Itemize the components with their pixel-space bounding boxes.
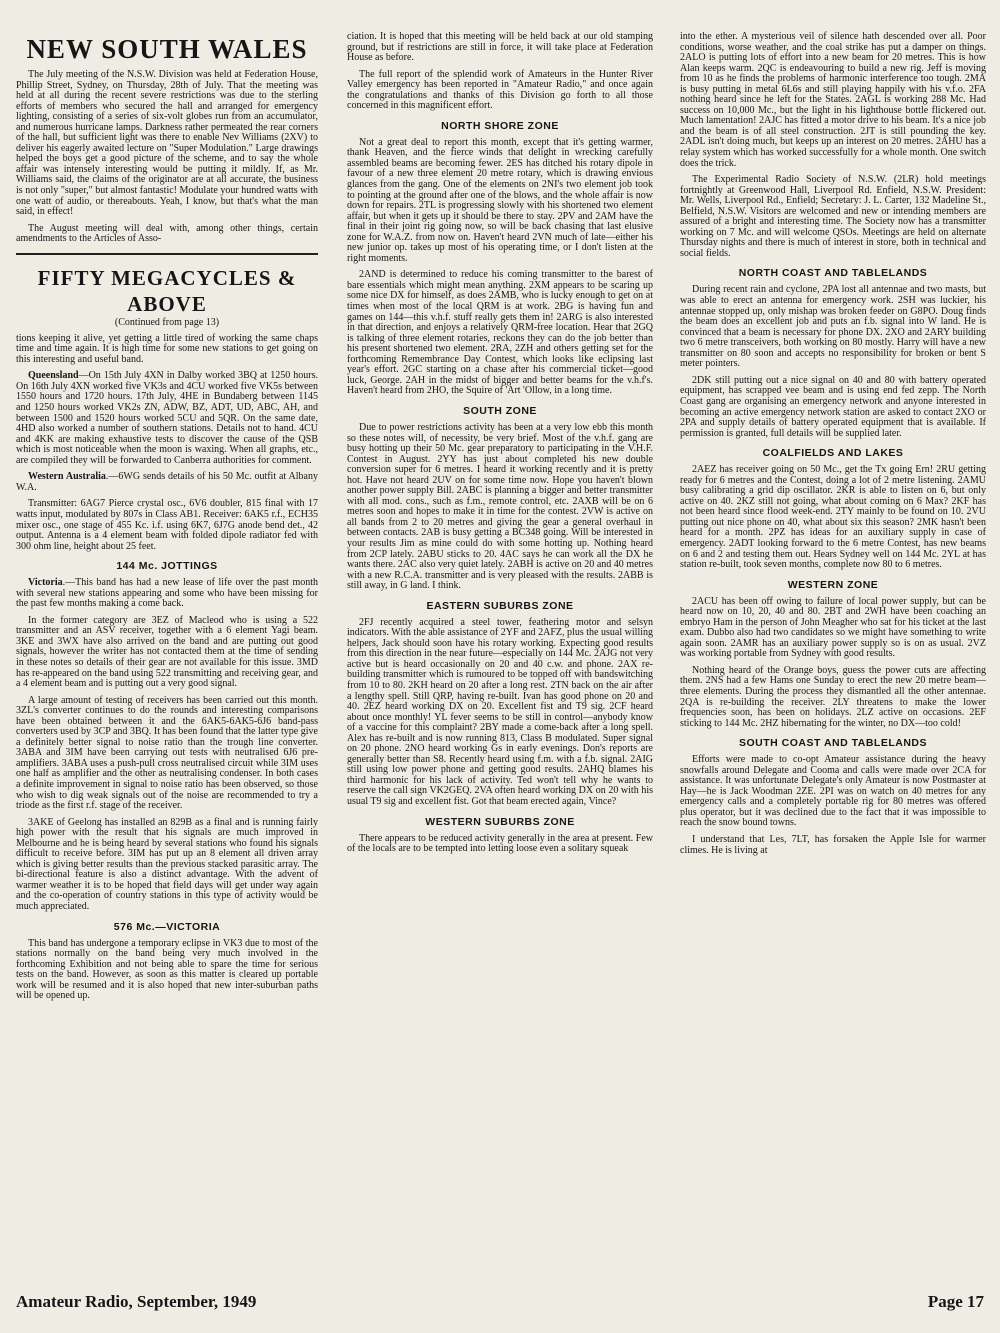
nsw-continued-paragraph: ciation. It is hoped that this meeting will be held back at our old stamping ground, but if restrictions are still in force, it will take place at Federation House as before. [347,31,653,64]
wa-gear-paragraph: Transmitter: 6AG7 Pierce crystal osc., 6V6 doubler, 815 final with 17 watts input, modulated by 807s in Class AB1. Receiver: 6AK5 r.f., ECH35 mixer osc., one stage of 455 Kc. i.f. using 6K7, 6J7G anode bend det., 42 output. Antenna is a 4 element beam with folded dipole radiator fed with 300 ohm line, height about 25 feet. [16,498,318,552]
north-shore-paragraph: Not a great deal to report this month, except that it's getting warmer, thank Heaven, and the fierce winds that delight in wrecking carefully assembled beams are becoming fewer. 2ES has ditched his rotary dipole in favour of a new three element 20 metre rotary, which is drawing envious glances from the gang. One of the elements on 2NI's two element job took to pointing at the ground after one of the blows, and the whole affair is now down for repairs. 2TL is progressing slowly with his shortened two element affair, but when it gets up it should be there to stay. 2PV and 2AM have the final in their joint rig going now, so will be back chasing that last elusive zone for W.A.Z. from now on. Haven't heard 2VN much of late—either his new junior op. takes up most of his operating time, or I don't listen at the right moments. [347,136,653,264]
victoria-paragraph: 3AKE of Geelong has installed an 829B as a final and is running fairly high power with the result that his signals are much improved in Melbourne and he is being heard by several stations who found his signals difficult to receive before. 3IM has put up an 8 element all driven array which is giving better results than the previous stacked parasitic array. The bi-directional feature is also a distinct advantage. With the advent of warmer weather it is to be hoped that field days will get under way again and the co-operation of country stations in this type of activity would be much appreciated. [16,816,318,912]
western-suburbs-paragraph: There appears to be reduced activity generally in the area at present. Few of the locals are to be tempted into letting loose even a solitary squeak [347,832,653,855]
section-divider [16,253,318,255]
western-zone-paragraph: Nothing heard of the Orange boys, guess the power cuts are affecting them. 2NS had a few Hams one Sunday to erect the new 20 metre beam—three elements. During the process they dismantled all the other antennae. 2QA is re-building the receiver. 2LY threatens to make the lower frequencies soon, has been on holidays. 2LZ active on occasions. 2EF sticking to 144 Mc. 2HZ hibernating for the winter, no DX—too cold! [680,664,986,729]
mc576-heading: 576 Mc.—VICTORIA [113,920,221,933]
hunter-valley-paragraph: The full report of the splendid work of Amateurs in the Hunter River Valley emergency has been reported in "Amateur Radio," and once again the congratulations and thanks of this Division go forth to all those concerned in this magnificent effort. [347,68,653,112]
south-zone-paragraph: Due to power restrictions activity has been at a very low ebb this month so these notes will, of necessity, be very brief. Most of the v.h.f. gang are busy hotting up their 50 Mc. gear preparatory to participating in the V.H.F. Contest in August. 2YY has just about completed his new double conversion super for 6 metres. I heard it working recently and it is pretty hot. Have not heard 2UV on for some time now. Hope you haven't blown another power supply Bill. 2ABC is planning a bigger and better transmitter with all mod. cons., such as f.m., remote control, etc. 2AXB will be on 6 metres soon and hopes to make it in time for the contest. 2VW is active on all bands from 2 to 20 metres and giving the gear a general overhaul in between contacts. 2AB is busy getting a BC348 going. Will be interested in your results Jim as mine could do with some hotting up. Nothing heard from 2CP lately. 2ABU sticks to 20. 4AC says he can work all the DX he wants there. 2AC also very quiet lately. 2ABH is active on 20 and 40 metres with a new R.C.A. transmitter and is very pleased with the results. 2ABB is still away, in G land. I think. [347,421,653,592]
nsw-heading: NEW SOUTH WALES [26,34,308,64]
western-zone-heading: WESTERN ZONE [787,578,879,591]
victoria-lead: Victoria [28,577,63,589]
queensland-text: —On 15th July 4XN in Dalby worked 3BQ at 1250 hours. On 16th July 4XN worked five VK3s and 4CU worked five VK5s between 1550 hours and 1720 hours. 17th July, 4HE in Bundaberg between 1145 and 1250 hours worked VK2s ZN, ADW, BZ, ADT, UD, ABC, AH, and between 1500 and 1520 hours worked 5CU and 5QR. On the same date, 4HD also worked a number of southern stations. Details not to hand. 4CU and 4KK are making exhaustive tests to discover the cause of the QSB which is most noticeable when the moon is waxing. When all graphs, etc., are compiled they will be forwarded to Canberra authorities for comment. [16,370,318,466]
north-coast-paragraph: 2DK still putting out a nice signal on 40 and 80 with battery operated equipment, has scrapped vee beam and is using end fed zepp. The North Coast gang are organising an emergency network and anyone interested in becoming an active emergency network station are asked to contact 2XO or 2PA and supply details of battery operated equipment that is available. If permission is granted, full details will be supplied later. [680,374,986,439]
page-number: Page 17 [927,1292,984,1311]
coalfields-heading: COALFIELDS AND LAKES [762,447,904,460]
north-coast-heading: NORTH COAST AND TABLELANDS [738,267,928,280]
page-footer [16,1292,984,1318]
queensland-paragraph [16,371,318,466]
column-3 [680,32,986,862]
wa-lead: Western Australia [28,471,106,483]
north-shore-paragraph: 2AND is determined to reduce his coming transmitter to the barest of bare essentials which might mean anything. 2XM appears to be scaring up some nice DX for himself, as does 2AMB, who is lucky enough to get on at times when most of the local QRM is at work. 2BG is having fun and games on 144—this v.h.f. stuff really gets them in! 2ARG is also interested in that direction, and enjoys a relatively QRM-free location. Hear that 2GQ is talking of three element rotaries, reckons they can do the job better than his present shortened two element. 2RA, 2ZH and others getting set for the forthcoming Remembrance Day Contest, which looks like eclipsing last year's effort. 2GC starting on a chase after his commercial ticket—good luck, George. 2AH in the midst of bigger and better beams for the v.h.f's. Haven't heard from 2HO, the Squire of 'Art 'Ollow, in a long time. [347,269,653,397]
experimental-society-paragraph: The Experimental Radio Society of N.S.W. (2LR) hold meetings fortnightly at Greenwood Hall, Liverpool Rd. Enfield, N.S.W. President: Mr. Wells, Liverpool Rd., Enfield; Secretary: J. L. Carter, 132 Madeline St., Belfield, N.S.W. Visitors are welcomed and new or intending members are assured of a bright and interesting time. The Society now has a transmitter working on 7 Mc. and will welcome QSOs. Meetings are held on alternate Thursday nights and there is much of interest in store, both in technical and social fields. [680,174,986,259]
queensland-lead: Queensland [28,370,79,382]
mc576-paragraph: This band has undergone a temporary eclipse in VK3 due to most of the stations normally on the band being very much involved in the forthcoming Exhibition and not being able to spare the time for serious tests on the band. However, as soon as this matter is cleared up portable work will be resumed and it is also hoped that new inter-suburban paths will be opened up. [16,937,318,1002]
magazine-issue: Amateur Radio, September, 1949 [16,1292,257,1311]
eastern-suburbs-paragraph: 2FJ recently acquired a steel tower, feathering motor and selsyn indicators. With the able assistance of 2YF and 2AFZ, plus the usual willing helpers, Jack should soon have his rotary working. Expecting good results from this direction in the near future—especially on 144 Mc. 2AJG not very active but is heard occasionally on 20 and 40 c.w. and phone. 2AX re-building transmitter which is rumoured to be topped off with bandswitching from 10 to 80. 2KH heard on 20 after a long rest. 2TN back on the air after a lengthy spell. Still QRP, having re-built. Ivan has good phone on 20 and 40. 2EZ heard working DX on 20. Excellent fist and T9 sig. 2CF heard about once monthly! YL fever seems to be still in control—anybody know of a vaccine for this complaint? 2BY made a come-back after a long spell. Alex has re-built and is now running 813, Class B modulated. Super signal on 20 phone. 2NO heard working Gs in early evenings. Don's reports are generally better than S8. Recently heard using f.m. with a f.b. signal. 2AIG still using low power phone and getting good results. 2AHQ blames his third harmonic for his lack of activity. Ted won't tell why he wants to reserve the call sign VK2GEQ. 2VA often heard working DX on 20 with his usual T9 sig and excellent fist. Got that beam erected again, Vince? [347,616,653,807]
victoria-paragraph [16,578,318,610]
western-suburbs-continued-paragraph: into the ether. A mysterious veil of silence hath descended over all. Poor conditions, worse weather, and the coal strike has put a damper on things. 2ALO is putting lots of effort into a new beam for 20 metres. This is how Alan keeps warm. 2QC is endeavouring to build a new rig. Jeff is moving from 10 as he finds the problems of harmonic interference too tough. 2MA is busy putting in metal 6L6s and still playing happily with his v.f.o. 2FA nothing heard since he left for the States. 2AGL is working 288 Mc. Had success on 10,000 Mc., but the light in his lighthouse bottle flickered out. Much lamentation! 2AJC has fitted a motor drive to his beam. It's a nice job and the beam is of all steel construction. 2JT is still pounding the key. 2ADL isn't doing much, but keeps up an interest on 20 metres. 2AHU has a relay system which has worked successfully for a whole month. One switch does the trick. [680,31,986,169]
wa-text: .—6WG sends details of his 50 Mc. outfit at Albany W.A. [16,471,318,493]
victoria-text: .—This band has had a new lease of life over the past month with several new stations appearing and some who have been missing for the past few months making a come back. [16,577,318,610]
south-coast-paragraph: Efforts were made to co-opt Amateur assistance during the heavy snowfalls around Delegate and Cooma and calls were made over 2CA for assistance. It was unfortunate Delegate's only Amateur is now Postmaster at Hay—he is Jack Woodman 2ZE. 2PI was on watch on 40 metres for any emergency calls and a completely portable rig for 80 metres was offered plus operator, but it was declined due to the fact that it was impossible to reach the snow bound towns. [680,754,986,829]
south-coast-paragraph: I understand that Les, 7LT, has forsaken the Apple Isle for warmer climes. He is living at [680,834,986,856]
fifty-paragraph: tions keeping it alive, yet getting a little tired of working the same chaps time and time again. It is high time for some new stations to get going on this interesting and useful band. [16,332,318,365]
victoria-paragraph: A large amount of testing of receivers has been carried out this month. 3ZL's converter continues to do the rounds and interesting comparisons have been obtained between it and the 6AK5-6AK5-6J6 band-pass converters used by 3CP and 3BQ. It has been found that the latter type give a definitely better signal to noise ratio than the trough line converter. 3ABA and 3IM have been carrying out tests with neutralised 6J6 pre-amplifiers. 3ABA uses a push-pull cross neutralised circuit while 3IM uses one half as amplifier and the other as neutralising condenser. In both cases a definite improvement in signal to noise ratio has been observed, so those who wish to dig weak signals out of the noise are recommended to try a triode as the first r.f. stage of the receiver. [16,694,318,812]
north-coast-paragraph: During recent rain and cyclone, 2PA lost all antennae and two masts, but was able to erect an antenna for emergency work. 2SH was luckier, his antennae stopped up, only mishap was broken feeder on G8PO. Doug finds the beam does an excellent job and puts an f.b. signal into W land. He is convinced that a beam is necessary for phone DX. 2XO and 2ARY building two 6 metre transceivers, both working on 80 mostly. Harry will have a new transmitter on 80 soon and accepts no responsibility for broken or bent S meter pointers. [680,284,986,370]
victoria-paragraph: In the former category are 3EZ of Macleod who is using a 522 transmitter and an ASV receiver, together with a 6 element Yagi beam. 3KE and 3WX have also arrived on the band and are putting out good signals, however the writer has not contacted them at the time of sending in these notes so details of their gear are not available for this issue. 3MD has re-appeared on the band using 522 transmitting and receiving gear, and a 4 element beam and is putting out a very good signal. [16,614,318,690]
south-zone-heading: SOUTH ZONE [463,404,537,417]
eastern-suburbs-heading: EASTERN SUBURBS ZONE [426,599,574,612]
nsw-paragraph: The August meeting will deal with, among other things, certain amendments to the Articles of Asso- [16,222,318,245]
fifty-mc-heading: FIFTY MEGACYCLES & ABOVE [37,265,297,316]
column-1 [16,32,318,1008]
south-coast-heading: SOUTH COAST AND TABLELANDS [739,737,927,750]
column-2 [347,32,653,861]
nsw-paragraph: The July meeting of the N.S.W. Division was held at Federation House, Phillip Street, Sydney, on Thursday, 28th of July. That the meeting was held at all during the recent severe restrictions was due to the sterling efforts of members who secured the hall and arranged for emergency lighting, consisting of a series of six-volt globes run from an accumulator, and numerous hurricane lamps. Darkness rather permeated the rear corners of the hall, but sufficient light was there to enable Nev Williams (2XV) to deliver his eagerly awaited lecture on "Super Modulation." Large drawings helped the boys get a good picture of the scheme, and to say the whole affair was intensely interesting would be putting it mildly. If, as Mr. Williams said, the claims of the originator are at all accurate, the business is not only "super," but almost fantastic! Modulate your hundred watts with one watt of audio, or thereabouts. Yeah, I know, but that's what the man said, in effect! [16,69,318,218]
north-shore-heading: NORTH SHORE ZONE [441,119,559,132]
jottings-heading: 144 Mc. JOTTINGS [116,560,218,573]
western-suburbs-heading: WESTERN SUBURBS ZONE [425,815,575,828]
continued-note: (Continued from page 13) [114,316,220,328]
western-zone-paragraph: 2ACU has been off owing to failure of local power supply, but can be heard now on 10, 20, 40 and 80. 2BT and 2WH have been coaching an embryo Ham in the person of John Meagher who sat for his ticket at the last exam. Dubbo also had two candidates so we might have something to write again soon. 2AMR has an auxiliary power supply so is on as usual. 2VZ was working portable from Sydney with good results. [680,595,986,660]
coalfields-paragraph: 2AEZ has receiver going on 50 Mc., get the Tx going Ern! 2RU getting ready for 6 metres and the Contest, doing a lot of 2 metre listening. 2AMU busy calibrating a grid dip oscillator. 2KR is able to listen on 6, but only active on 40. 2KZ still not going, what about coming on 6 Max? 2KF has not been heard since flood week-end. 2TY mainly to be found on 10. 2VU putting out nice phone on 40, what about six this season? 2MK hasn't been heard for a month. 2PZ has ideas for an auxiliary supply in case of emergency. 2ADT looking forward to the 6 metre Contest, has new beams on 6 and 2 and testing them out. Hears Sydney well on 144 Mc. 2YL at has station re-built, took seven months, complete now 80 to 6 metres. [680,464,986,571]
wa-paragraph [16,472,318,493]
